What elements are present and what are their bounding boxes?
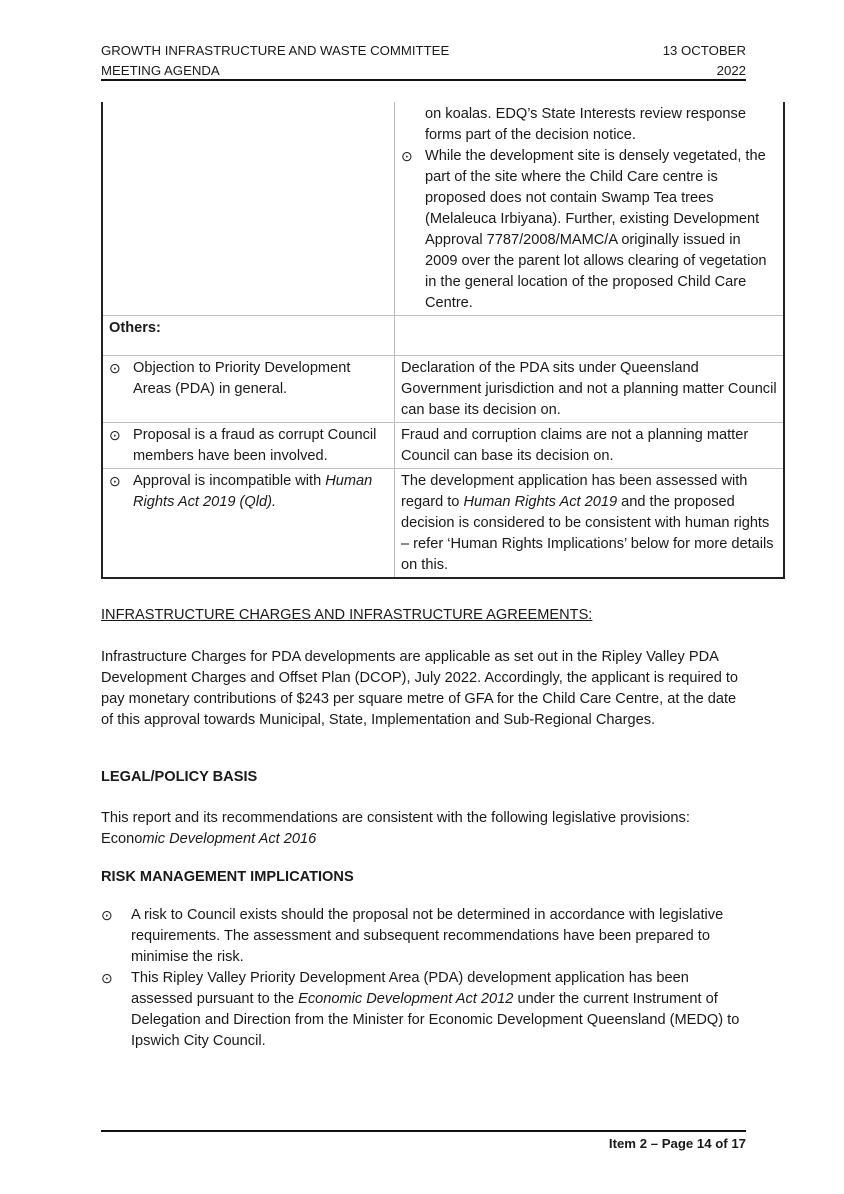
- others-label: Others:: [102, 316, 395, 356]
- response-text-pre: The development application has been assessed with regard to: [401, 473, 748, 510]
- issue-text: Objection to Priority Development Areas (PDA) in general.: [133, 360, 351, 397]
- issue-bullet: [109, 425, 388, 467]
- response-text-post: and the proposed decision is considered to be consistent with human rights – refer ‘Human Rights Implications’ below for more details on this.: [401, 494, 774, 573]
- submissions-table: [101, 102, 785, 579]
- legal-act: [101, 829, 751, 850]
- list-item: [101, 968, 751, 1052]
- risk-list: [101, 905, 751, 1052]
- response-continued-text: on koalas. EDQ’s State Interests review response forms part of the decision notice.: [425, 106, 746, 143]
- header-date-line1: 13 OCTOBER: [662, 43, 746, 58]
- risk-heading: RISK MANAGEMENT IMPLICATIONS: [101, 869, 354, 885]
- response-bullet: [401, 146, 777, 314]
- risk-bullet-text: [131, 968, 751, 1052]
- header-committee: [101, 41, 449, 81]
- table-row: [102, 469, 784, 579]
- issue-text-plain: Approval is incompatible with: [133, 473, 322, 489]
- infra-paragraph: Infrastructure Charges for PDA developments are applicable as set out in the Ripley Valley PDA Development Charges and Offset Plan (DCOP), July 2022. Accordingly, the applicant is required to pay monetary contributions of $243 per square metre of GFA for the Child Care Centre, at the date of this approval towards Municipal, State, Implementation and Sub-Regional Charges.: [101, 649, 739, 728]
- legal-paragraph-text: This report and its recommendations are consistent with the following legislative provisions:: [101, 810, 690, 826]
- legal-act-plain: Econo: [101, 831, 143, 847]
- table-cell-response: Fraud and corruption claims are not a planning matter Council can base its decision on.: [395, 423, 785, 469]
- issue-bullet: [109, 471, 388, 513]
- legal-heading: LEGAL/POLICY BASIS: [101, 769, 258, 785]
- list-item: [101, 905, 751, 968]
- header-divider: [101, 79, 746, 81]
- table-row: [102, 102, 784, 316]
- bullet-icon: ⊙: [109, 473, 121, 489]
- table-cell-empty: [395, 316, 785, 356]
- footer-divider: [101, 1130, 746, 1132]
- risk-b2-act: Economic Development Act 2012: [298, 991, 514, 1007]
- legal-act-italic: mic Development Act 2016: [142, 831, 317, 847]
- bullet-icon: ⊙: [101, 907, 113, 923]
- issue-text: [133, 471, 388, 513]
- table-cell-issue: [102, 423, 395, 469]
- header-date: [663, 41, 746, 81]
- infra-heading: INFRASTRUCTURE CHARGES AND INFRASTRUCTURE AGREEMENTS:: [101, 607, 593, 623]
- header-committee-line1: GROWTH INFRASTRUCTURE AND WASTE COMMITTEE: [101, 43, 450, 58]
- table-cell-issue: [102, 102, 395, 316]
- page-number: Item 2 – Page 14 of 17: [608, 1136, 746, 1151]
- header-committee-line2: MEETING AGENDA: [101, 63, 220, 78]
- legal-paragraph: [101, 808, 751, 850]
- risk-b2-pre: This Ripley Valley Priority Development Area (PDA) development application has been assessed pursuant to the: [131, 970, 689, 1007]
- response-bullet-text: While the development site is densely vegetated, the part of the site where the Child Care centre is proposed does not contain Swamp Tea trees (Melaleuca Irbiyana). Further, existing Development Approval 7787/2008/MAMC/A originally issued in 2009 over the parent lot allows clearing of vegetation in the general location of the proposed Child Care Centre.: [425, 148, 767, 311]
- table-cell-issue: [102, 356, 395, 423]
- bullet-icon: ⊙: [109, 427, 121, 443]
- header-date-line2: 2022: [716, 63, 746, 78]
- table-cell-issue: [102, 469, 395, 579]
- issue-bullet: [109, 358, 388, 400]
- bullet-icon: ⊙: [401, 148, 413, 164]
- table-row: [102, 423, 784, 469]
- table-row: [102, 356, 784, 423]
- bullet-icon: ⊙: [109, 360, 121, 376]
- table-row-others: [102, 316, 784, 356]
- issue-text: Proposal is a fraud as corrupt Council members have been involved.: [133, 427, 377, 464]
- risk-b2-post: under the current Instrument of Delegation and Direction from the Minister for Economic Development Queensland (MEDQ) to Ipswich City Council.: [131, 991, 740, 1049]
- issue-text-act: Human Rights Act 2019 (Qld).: [133, 473, 373, 510]
- table-cell-response: [395, 102, 785, 316]
- table-cell-response: [395, 469, 785, 579]
- risk-bullet-text: A risk to Council exists should the proposal not be determined in accordance with legislative requirements. The assessment and subsequent recommendations have been prepared to minimise the risk.: [131, 907, 724, 965]
- table-cell-response: Declaration of the PDA sits under Queensland Government jurisdiction and not a planning matter Council can base its decision on.: [395, 356, 785, 423]
- response-text-act: Human Rights Act 2019: [463, 494, 618, 510]
- bullet-icon: ⊙: [101, 970, 113, 986]
